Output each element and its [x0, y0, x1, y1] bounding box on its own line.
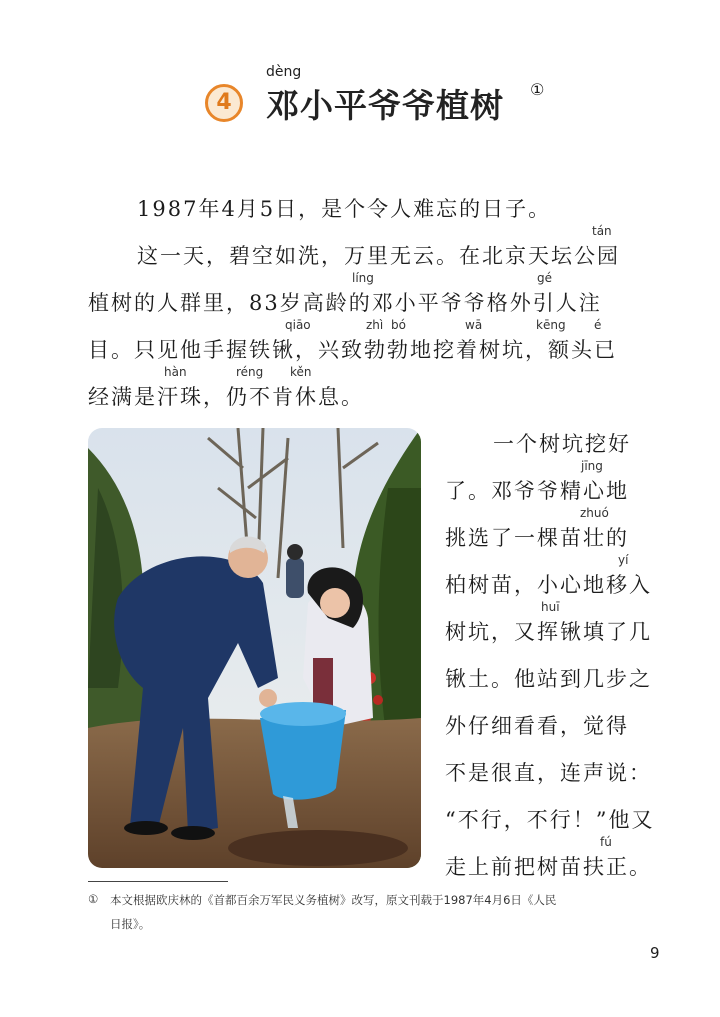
- paragraph-1: 1987年4月5日，是个令人难忘的日子。: [137, 197, 552, 221]
- pinyin-tan: tán: [592, 224, 612, 238]
- paragraph-3-line-1: 一个树坑挖好: [493, 432, 631, 456]
- pinyin-yi: yí: [618, 553, 629, 567]
- page-title: 邓小平爷爷植树: [266, 86, 504, 125]
- pinyin-reng: réng: [236, 365, 264, 379]
- pinyin-hui: huī: [541, 600, 560, 614]
- paragraph-3-line-7: 外仔细看看，觉得: [445, 714, 629, 738]
- lesson-number-badge: 4: [205, 84, 243, 122]
- paragraph-3-line-5: 树坑，又挥锹填了几: [445, 620, 652, 644]
- footnote-line-2: 日报》。: [110, 917, 151, 931]
- paragraph-2-line-4: 经满是汗珠，仍不肯休息。: [88, 385, 364, 409]
- footnote-divider: [88, 881, 228, 882]
- pinyin-jing: jīng: [581, 459, 603, 473]
- pinyin-fu: fú: [600, 835, 612, 849]
- pinyin-bo: bó: [391, 318, 406, 332]
- pinyin-ken: kěn: [290, 365, 312, 379]
- pinyin-ling: líng: [352, 271, 374, 285]
- paragraph-3-line-4: 柏树苗，小心地移入: [445, 573, 652, 597]
- pinyin-zhuo: zhuó: [580, 506, 609, 520]
- paragraph-2-line-3: 目。只见他手握铁锹，兴致勃勃地挖着树坑，额头已: [88, 338, 617, 362]
- paragraph-2-line-1: 这一天，碧空如洗，万里无云。在北京天坛公园: [137, 244, 620, 268]
- title-footnote-mark: ①: [530, 80, 545, 99]
- paragraph-3-line-3: 挑选了一棵苗壮的: [445, 526, 629, 550]
- paragraph-3-line-9: “不行，不行！”他又: [445, 808, 655, 832]
- title-pinyin: dèng: [266, 64, 302, 80]
- pinyin-han: hàn: [164, 365, 187, 379]
- paragraph-3-line-2: 了。邓爷爷精心地: [445, 479, 629, 503]
- pinyin-keng: kēng: [536, 318, 566, 332]
- pinyin-ge: gé: [537, 271, 552, 285]
- paragraph-2-line-2: 植树的人群里，83岁高龄的邓小平爷爷格外引人注: [88, 291, 602, 315]
- page-number: 9: [650, 944, 660, 962]
- paragraph-3-line-10: 走上前把树苗扶正。: [445, 855, 652, 879]
- photo-tree-planting: [88, 428, 421, 868]
- pinyin-wa: wā: [465, 318, 483, 332]
- pinyin-zhi: zhì: [366, 318, 384, 332]
- footnote-mark: ①: [88, 892, 99, 906]
- paragraph-3-line-8: 不是很直，连声说：: [445, 761, 652, 785]
- paragraph-3-line-6: 锹土。他站到几步之: [445, 667, 652, 691]
- pinyin-qiao: qiāo: [285, 318, 311, 332]
- pinyin-e: é: [594, 318, 602, 332]
- footnote-line-1: 本文根据欧庆林的《首都百余万军民义务植树》改写，原文刊载于1987年4月6日《人民: [110, 893, 557, 907]
